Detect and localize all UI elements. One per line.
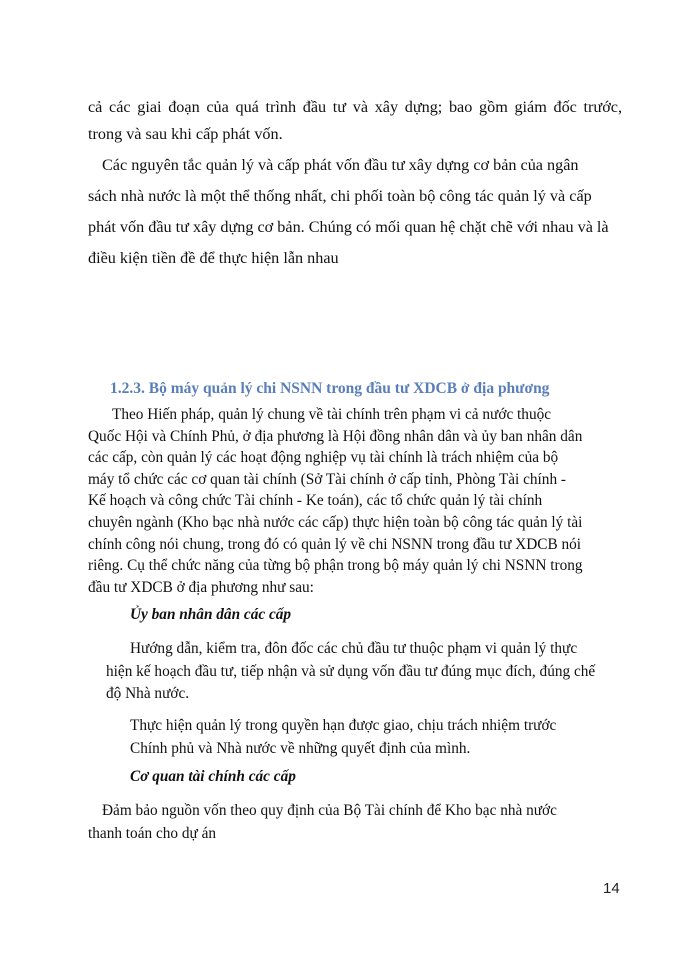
paragraph-top-1 (88, 94, 622, 148)
text-line: Các nguyên tắc quản lý và cấp phát vốn đầu tư xây dựng cơ bản của ngân (102, 156, 579, 174)
ubnd-paragraph-2 (88, 715, 628, 760)
text-line: đầu tư XDCB ở địa phương như sau: (88, 578, 314, 596)
text-line: cả các giai đoạn của quá trình đầu tư và xây dựng; bao gồm giám đốc trước, (88, 98, 622, 116)
text-line: Chính phủ và Nhà nước về những quyết định của mình. (130, 739, 471, 757)
paragraph-top-2 (88, 150, 622, 274)
text-line: thanh toán cho dự án (88, 824, 217, 842)
text-line: chính công nói chung, trong đó có quản lý về chi NSNN trong đầu tư XDCB nói (88, 535, 582, 553)
subheading-tai-chinh: Cơ quan tài chính các cấp (130, 768, 296, 785)
text-line: Kế hoạch và công chức Tài chính - Ke toán), các tổ chức quản lý tài chính (88, 492, 543, 510)
text-line: phát vốn đầu tư xây dựng cơ bản. Chúng có mối quan hệ chặt chẽ với nhau và là (88, 218, 609, 236)
text-line: sách nhà nước là một thể thống nhất, chi phối toàn bộ công tác quản lý và cấp (88, 187, 592, 205)
ubnd-paragraph-1 (88, 638, 628, 706)
text-line: chuyên ngành (Kho bạc nhà nước các cấp) thực hiện toàn bộ công tác quản lý tài (88, 513, 583, 531)
subheading-ubnd: Ủy ban nhân dân các cấp (130, 606, 292, 623)
text-line: điều kiện tiền đề để thực hiện lẫn nhau (88, 249, 339, 267)
tc-paragraph-1 (88, 800, 628, 845)
text-line: độ Nhà nước. (106, 685, 190, 702)
section-heading: 1.2.3. Bộ máy quản lý chi NSNN trong đầu tư XDCB ở địa phương (110, 380, 550, 397)
section-paragraph (88, 404, 628, 598)
page-number: 14 (603, 880, 620, 897)
text-line: máy tổ chức các cơ quan tài chính (Sở Tài chính ở cấp tỉnh, Phòng Tài chính - (88, 470, 567, 488)
text-line: các cấp, còn quản lý các hoạt động nghiệp vụ tài chính là trách nhiệm của bộ (88, 449, 559, 467)
text-line: Quốc Hội và Chính Phủ, ở địa phương là Hội đồng nhân dân và ủy ban nhân dân (88, 427, 583, 445)
text-line: riêng. Cụ thể chức năng của từng bộ phận trong bộ máy quản lý chi NSNN trong (88, 557, 583, 575)
text-line: Hướng dẫn, kiểm tra, đôn đốc các chủ đầu tư thuộc phạm vi quản lý thực (130, 640, 578, 657)
text-line: Thực hiện quản lý trong quyền hạn được giao, chịu trách nhiệm trước (130, 717, 557, 734)
text-line: Theo Hiến pháp, quản lý chung về tài chính trên phạm vi cả nước thuộc (112, 406, 552, 423)
text-line: Đảm bảo nguồn vốn theo quy định của Bộ Tài chính để Kho bạc nhà nước (102, 802, 557, 819)
text-line: trong và sau khi cấp phát vốn. (88, 125, 283, 143)
text-line: hiện kế hoạch đầu tư, tiếp nhận và sử dụng vốn đầu tư đúng mục đích, đúng chế (106, 662, 596, 680)
